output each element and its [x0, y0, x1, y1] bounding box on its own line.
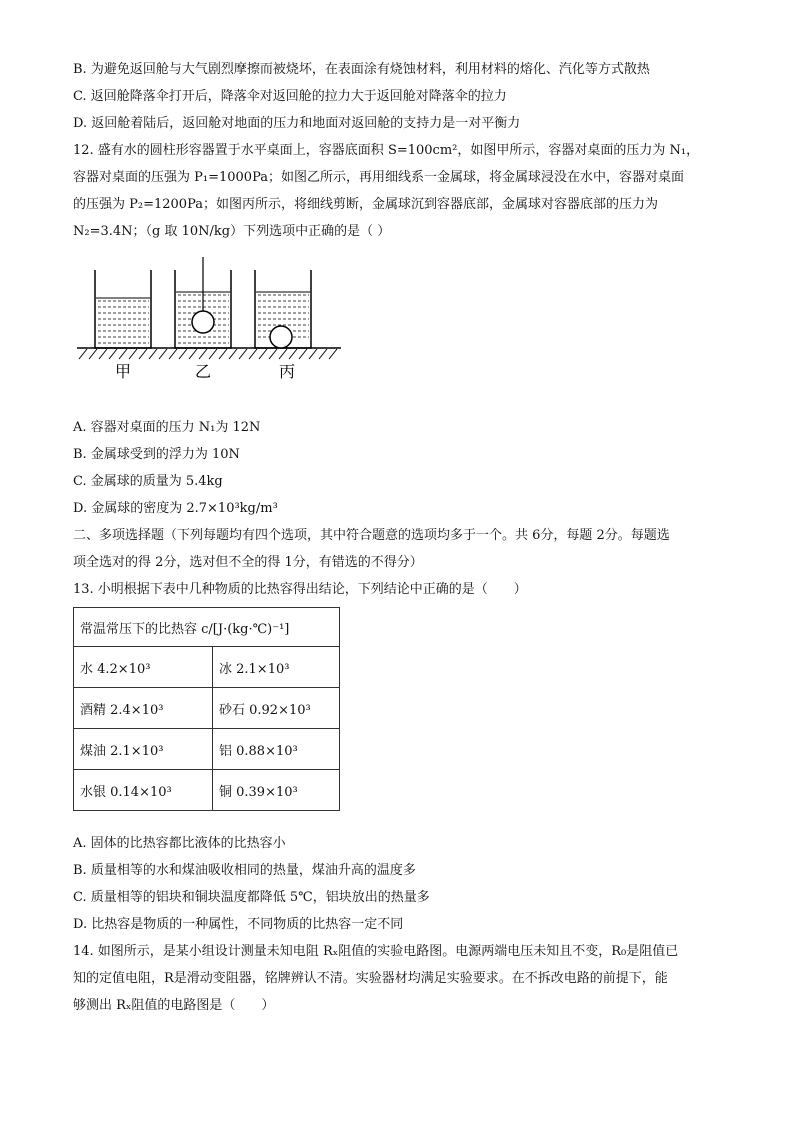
container-bing [255, 270, 311, 348]
q12-stem-line-1: 12. 盛有水的圆柱形容器置于水平桌面上，容器底面积 S=100cm²，如图甲所示，容器对桌面的压力为 N₁， [73, 143, 700, 158]
table-cell: 铜 0.39×10³ [213, 770, 340, 811]
table-row [74, 770, 340, 811]
table-cell: 酒精 2.4×10³ [74, 688, 213, 729]
q14-stem-line-3: 够测出 Rₓ阻值的电路图是（ ） [73, 998, 275, 1013]
section-heading-line-1: 二、多项选择题（下列每题均有四个选项，其中符合题意的选项均多于一个。共 6分，每题 2分。每题选 [73, 528, 670, 543]
q14-stem-line-1: 14. 如图所示，是某小组设计测量未知电阻 Rₓ阻值的实验电路图。电源两端电压未知且不变，R₀是阻值已 [73, 944, 679, 959]
container-yi [175, 257, 231, 348]
figure-label-jia: 甲 [115, 362, 132, 381]
q11-option-c: C. 返回舱降落伞打开后，降落伞对返回舱的拉力大于返回舱对降落伞的拉力 [73, 89, 507, 104]
q12-stem-line-3: 的压强为 P₂=1200Pa；如图丙所示，将细线剪断，金属球沉到容器底部，金属球对容器底部的压力为 [73, 197, 658, 212]
q12-stem-line-2: 容器对桌面的压强为 P₁=1000Pa；如图乙所示，再用细线系一金属球，将金属球浸没在水中，容器对桌面 [73, 170, 684, 185]
table-row [74, 729, 340, 770]
figure-label-bing: 丙 [279, 362, 296, 381]
table-cell: 煤油 2.1×10³ [74, 729, 213, 770]
metal-ball [270, 326, 292, 348]
q14-stem-line-2: 知的定值电阻，R是滑动变阻器，铭牌辨认不清。实验器材均满足实验要求。在不拆改电路的前提下，能 [73, 971, 668, 986]
q12-stem-line-4: N₂=3.4N；（g 取 10N/kg）下列选项中正确的是（ ） [73, 224, 391, 239]
table-header-row [74, 608, 340, 647]
ground-hatch [79, 349, 337, 359]
table-cell: 砂石 0.92×10³ [213, 688, 340, 729]
table-row [74, 688, 340, 729]
q13-option-d: D. 比热容是物质的一种属性，不同物质的比热容一定不同 [73, 917, 404, 932]
q13-stem: 13. 小明根据下表中几种物质的比热容得出结论，下列结论中正确的是（ ） [73, 582, 527, 597]
q12-option-b: B. 金属球受到的浮力为 10N [73, 447, 240, 462]
table-header-cell: 常温常压下的比热容 c/[J·(kg·℃)⁻¹] [74, 608, 340, 647]
table-cell: 水银 0.14×10³ [74, 770, 213, 811]
q12-option-d: D. 金属球的密度为 2.7×10³kg/m³ [73, 501, 278, 516]
table-cell: 水 4.2×10³ [74, 647, 213, 688]
q13-option-a: A. 固体的比热容都比液体的比热容小 [73, 836, 286, 851]
specific-heat-table [73, 607, 340, 811]
q11-option-b: B. 为避免返回舱与大气剧烈摩擦而被烧坏，在表面涂有烧蚀材料，利用材料的熔化、汽化等方式散热 [73, 62, 650, 77]
q12-figure [73, 255, 343, 385]
q12-option-c: C. 金属球的质量为 5.4kg [73, 474, 223, 489]
metal-ball [192, 311, 214, 333]
q13-option-c: C. 质量相等的铝块和铜块温度都降低 5℃，铝块放出的热量多 [73, 890, 430, 905]
figure-label-yi: 乙 [195, 362, 212, 381]
table-row [74, 647, 340, 688]
table-cell: 铝 0.88×10³ [213, 729, 340, 770]
table-cell: 冰 2.1×10³ [213, 647, 340, 688]
container-jia [95, 270, 151, 348]
q13-option-b: B. 质量相等的水和煤油吸收相同的热量，煤油升高的温度多 [73, 863, 416, 878]
q11-option-d: D. 返回舱着陆后，返回舱对地面的压力和地面对返回舱的支持力是一对平衡力 [73, 116, 521, 131]
q12-option-a: A. 容器对桌面的压力 N₁为 12N [73, 420, 261, 435]
section-heading-line-2: 项全选对的得 2分，选对但不全的得 1分，有错选的不得分） [73, 555, 423, 570]
